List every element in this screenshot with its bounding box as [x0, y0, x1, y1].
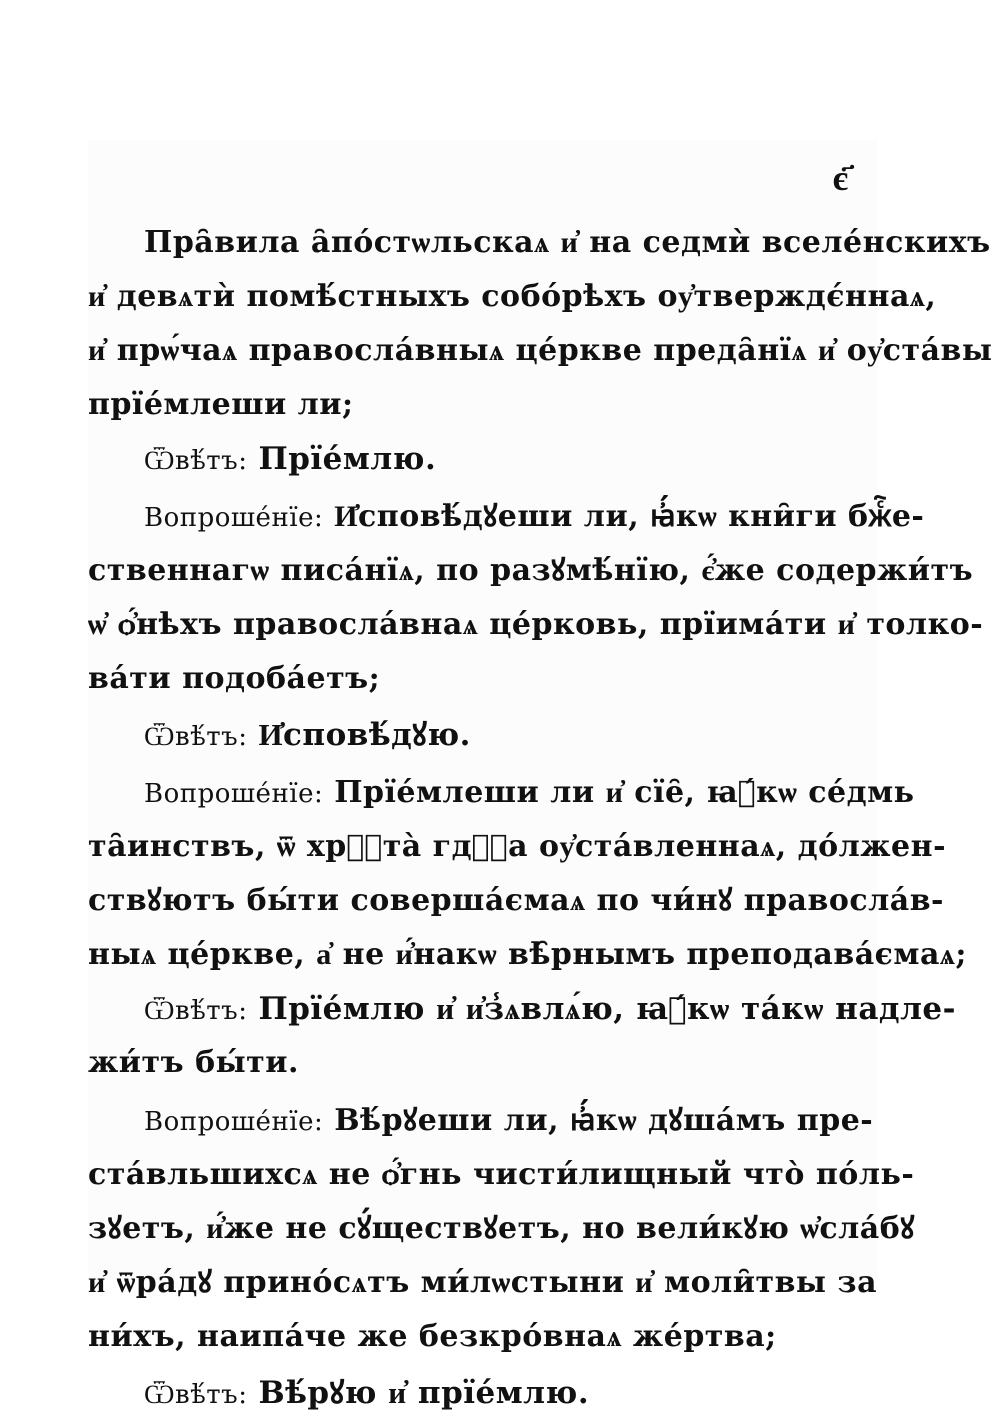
text-span: ственнагѡ писа́нїѧ, по разꙋмѣ́нїю, є҆́же содержи́тъ: [88, 553, 974, 588]
answer-label: Ѿвѣ́тъ:: [144, 722, 248, 752]
answer-label: Ѿвѣ́тъ:: [144, 996, 248, 1026]
text-line: [88, 1319, 878, 1354]
text-line: [88, 1157, 915, 1192]
text-span: та̑инствъ, ѿ хрⷭ҇та̀ гдⷭ҇а оу҆ста́вленнаѧ, до́лжен-: [88, 829, 947, 864]
text-line: [88, 937, 967, 972]
text-line: [88, 333, 993, 368]
question-line: [88, 1103, 934, 1138]
question-label: Вопроше́нїе:: [144, 503, 324, 533]
text-span: ва́ти подоба́етъ;: [88, 661, 381, 696]
text-span: ста́вльшихсѧ не ѻ҆́гнь чисти́лищный что̀ по́ль-: [88, 1157, 915, 1192]
text-line: [88, 1265, 878, 1300]
book-page: [88, 140, 993, 1411]
question-line: [88, 775, 934, 810]
answer-line: [88, 1375, 934, 1411]
text-line: [88, 387, 878, 422]
question-line: [88, 499, 934, 534]
text-line: [88, 607, 984, 642]
text-span: и҆ прѡ́чаѧ правосла́вныѧ це́ркве преда̑нїѧ и҆ оу҆ста́вы: [88, 333, 993, 368]
text-line: [88, 829, 947, 864]
text-line: [88, 225, 991, 260]
text-line: [88, 1045, 878, 1080]
answer-line: [88, 991, 957, 1027]
answer-label: Ѿвѣ́тъ:: [144, 1380, 248, 1410]
answer-text: Вѣ́рꙋю и҆ прїе́млю.: [258, 1375, 590, 1411]
question-text: Прїе́млеши ли и҆ сїе̑, ꙗ҆́кѡ се́дмь: [334, 775, 915, 810]
answer-label: Ѿвѣ́тъ:: [144, 446, 248, 476]
text-span: ствꙋютъ бы́ти соверша́ємаѧ по чи́нꙋ правосла́в-: [88, 883, 944, 918]
page-number: є҃: [832, 157, 848, 199]
text-span: ни́хъ, наипа́че же безкро́внаѧ же́ртва;: [88, 1319, 777, 1354]
question-text: Вѣ́рꙋеши ли, ꙗ҆́кѡ дꙋша́мъ пре-: [334, 1103, 874, 1138]
text-line: [88, 1211, 915, 1246]
answer-text: И҆сповѣ́дꙋю.: [258, 717, 471, 753]
text-line: [88, 883, 944, 918]
question-text: И҆сповѣ́дꙋеши ли, ꙗ҆́кѡ кни̑ги бжⷭ҇е-: [334, 499, 925, 534]
answer-line: [88, 717, 934, 753]
question-label: Вопроше́нїе:: [144, 779, 324, 809]
text-span: Пра̑вила а̑по́стѡльскаѧ и҆ на седмѝ вселе́нскихъ: [144, 225, 991, 260]
text-span: ныѧ це́ркве, а҆ не и҆́накѡ вѣ̑рнымъ преподава́ємаѧ;: [88, 937, 967, 972]
text-line: [88, 661, 878, 696]
answer-text: Прїе́млю и҆ и҆з̾ѧвлѧ́ю, ꙗ҆́кѡ та́кѡ надле-: [258, 991, 957, 1027]
text-span: и҆ ѿра́дꙋ прино́сѧтъ ми́лѡстыни и҆ моли̑твы за: [88, 1265, 878, 1300]
text-span: прїе́млеши ли;: [88, 387, 354, 422]
text-span: ѡ҆ ѻ҆́нѣхъ правосла́внаѧ це́рковь, прїима́ти и҆ толко-: [88, 607, 984, 642]
text-line: [88, 279, 937, 314]
text-span: и҆ девѧтѝ помѣ́стныхъ собо́рѣхъ оу҆тверждє́ннаѧ,: [88, 279, 937, 314]
text-line: [88, 553, 974, 588]
answer-line: [88, 441, 934, 477]
answer-text: Прїе́млю.: [258, 441, 437, 477]
text-span: жи́тъ бы́ти.: [88, 1045, 299, 1080]
text-span: зꙋетъ, и҆́же не сꙋ́ществꙋетъ, но вели́кꙋю ѡ҆сла́бꙋ: [88, 1211, 915, 1246]
question-label: Вопроше́нїе:: [144, 1107, 324, 1137]
